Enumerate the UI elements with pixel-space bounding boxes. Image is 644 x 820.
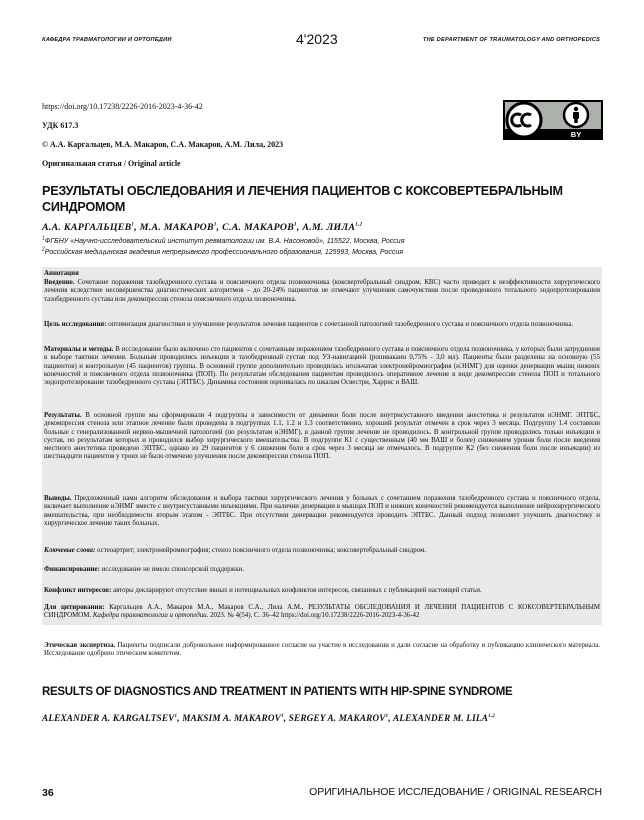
- title-ru-line-2: СИНДРОМОМ: [42, 200, 126, 214]
- author-affiliation-mark: 1: [131, 222, 135, 228]
- abstract-heading: Аннотация: [44, 270, 79, 277]
- cc-by-logo-icon: [503, 100, 603, 140]
- udk: УДК 617.3: [42, 121, 79, 130]
- author-affiliation-mark: 1: [385, 713, 389, 719]
- copyright: © А.А. Каргальцев, М.А. Макаров, С.А. Макаров, А.М. Лила, 2023: [42, 140, 284, 149]
- title-ru-line-1: РЕЗУЛЬТАТЫ ОБСЛЕДОВАНИЯ И ЛЕЧЕНИЯ ПАЦИЕНТОВ С КОКСОВЕРТЕБРАЛЬНЫМ: [42, 184, 563, 198]
- affiliation-2: [42, 246, 404, 256]
- ethics: Этическая экспертиза. Пациенты подписали добровольное информированное согласие на участие в исследовании и дали согласие на обработку и публикацию клинического материала. Исследование одобрено этическим комитетом.: [44, 642, 600, 658]
- author-affiliation-mark: 1: [281, 713, 284, 719]
- affiliation-text: ФГБНУ «Научно-исследовательский институт ревматологии им. В.А. Насоновой», 115522, Москва, Россия: [44, 238, 405, 245]
- authors-en: ALEXANDER A. KARGALTSEV$^1$, MAKSIM A. MAKAROV$^1$, SERGEY A. MAKAROV$^1$, ALEXANDER M. LILA$^{1,2}$: [42, 713, 495, 723]
- author-affiliation-mark: 1: [294, 222, 297, 228]
- abstract-conclusions: Выводы. Предложенный нами алгоритм обследования и выбора тактики хирургического лечения у больных с сочетанием поражения тазобедренного сустава и поясничного отдела, включает выполнение иЭНМГ вместе с внутрисуставными инъекциями. При наличии денервации в мышцах ПОП и нижних конечностей рекомендуется выполнение нейрохирургического вмешательства, при необходимости вторым этапом - ЭПТБС. При отсутствии денервации рекомендуется проводить ЭПТБС. Данный подход позволяет улучшить диагностику и хирургическое лечение таких больных.: [44, 495, 600, 527]
- abstract-aim: Цель исследования: оптимизация диагностики и улучшение результатов лечения пациентов с сочетанной патологией тазобедренного сустава и поясничного отдела позвоночника.: [44, 321, 574, 328]
- header-right: THE DEPARTMENT OF TRAUMATOLOGY AND ORTHOPEDICS: [422, 37, 600, 43]
- article-title-ru: [42, 183, 602, 215]
- keywords: Ключевые слова: остеоартрит; электронейромиография; стеноз поясничного отдела позвоночника; коксовертебральный синдром.: [44, 547, 427, 554]
- authors-ru: А.А. КАРГАЛЬЦЕВ$^1$, М.А. МАКАРОВ$^1$, С.А. МАКАРОВ$^1$, А.М. ЛИЛА$^{1,2}$: [42, 222, 363, 233]
- doi-link[interactable]: https://doi.org/10.17238/2226-2016-2023-4-36-42: [42, 102, 203, 111]
- conflict-of-interest: Конфликт интересов: авторы декларируют отсутствие явных и потенциальных конфликтов интересов, связанных с публикацией настоящей статьи.: [44, 587, 482, 594]
- by-label: BY: [570, 130, 582, 139]
- footer-section: ОРИГИНАЛЬНОЕ ИССЛЕДОВАНИЕ / ORIGINAL RESEARCH: [309, 786, 602, 798]
- author-en: MAKSIM A. MAKAROV: [182, 713, 282, 723]
- abstract-methods: Материалы и методы. В исследование было включено сто пациентов с сочетанным поражением тазобедренного сустава и поясничного отдела позвоночника, у которых были затруднения в выборе тактики лечения. Больным проводились инъекции в тазобедренный сустав под УЗ-навигацией (ропивакаин 0,75% - 3,0 мл). Пациенты были разделены на основную (55 пациентов) и контрольную (45 пациентов) группы. В основной группе дополнительно проводилась игольчатая электронейромиография (иЭНМГ) для оценки денервации мышц нижних конечностей и поясничного отдела позвоночника (ПОП). По результатам обследования пациентам проводилось оперативное лечение в виде декомпрессии стеноза ПОП и тотального эндопротезирование тазобедренного сустава (ЭПТБС). Динамика состояния оценивалась по шкалам Освестри, Харрис и ВАШ.: [44, 346, 600, 386]
- header-left: КАФЕДРА ТРАВМАТОЛОГИИ И ОРТОПЕДИИ: [42, 37, 172, 43]
- author: С.А. МАКАРОВ: [222, 222, 295, 233]
- article-type: Оригинальная статья / Original article: [42, 159, 181, 168]
- abstract-introduction: Введение. Сочетание поражения тазобедренного сустава и поясничного отдела позвоночника (коксвертебральный синдром, КВС) часто приводит к неэффективности хирургического лечения вследствие несовершенства диагностических алгоритмов – до 20-24% пациентов не отмечают улучшения самочувствия после проведенного тотального эндопротезирования тазобедренного сустава или декомпрессии стеноза поясничного отдела позвоночника.: [44, 279, 600, 303]
- affiliation-mark: 2: [42, 246, 45, 253]
- affiliation-1: [42, 235, 405, 245]
- author-en: ALEXANDER A. KARGALTSEV: [42, 713, 175, 723]
- author: А.М. ЛИЛА: [302, 222, 356, 233]
- author: М.А. МАКАРОВ: [139, 222, 214, 233]
- affiliation-text: Российская медицинская академия непрерывного профессионального образования, 125993, Москва, Россия: [44, 249, 404, 256]
- author-en: SERGEY A. MAKAROV: [288, 713, 386, 723]
- citation: Для цитирования: Каргальцев А.А., Макаров М.А., Макаров С.А., Лила А.М., РЕЗУЛЬТАТЫ ОБСЛЕДОВАНИЯ И ЛЕЧЕНИЯ ПАЦИЕНТОВ С КОКСОВЕРТЕБРАЛЬНЫМ СИНДРОМОМ. Кафедра травматологии и ортопедии. 2023. № 4(54). С. 36–42 https://doi.org/10.17238/2226-2016-2023-4-36-42: [44, 604, 600, 620]
- author: А.А. КАРГАЛЬЦЕВ: [42, 222, 132, 233]
- author-affiliation-mark: 1,2: [488, 713, 495, 719]
- abstract-results: Результаты. В основной группе мы сформировали 4 подгруппы в зависимости от динамики боли после внутрисуставного введения анестетика и результатов иЭНМГ. ЭПТБС, декомпрессия стеноза или этапное лечение были проведены в подгруппах 1.1, 1.2 и 1.3 соответственно, хороший результат отмечен в срок через 3 месяца. Подгруппу 1.4 составили больные с генерализованной нервно-мышечной патологией (по результатам иЭНМГ), в данной группе лечение не проводилось. В контрольной группе проводились только инъекции в сустав, по результатам которых и проводился выбор хирургического вмешательства. В подгруппе К1 с существенным (40 мм ВАШ и более) снижением уровня боли после введения местного анестетика проведено ЭПТБС, однако из 29 пациентов у 6 снижения боли в срок через 3 месяца не отмечалось. В подгруппе К2 (без снижения боли после инъекции) из шестнадцати пациентов у троих не было отмечено улучшения после декомпрессии стеноза ПОП.: [44, 412, 600, 461]
- page-number: 36: [42, 787, 54, 799]
- affiliation-mark: 1: [42, 235, 45, 242]
- author-en: ALEXANDER M. LILA: [393, 713, 489, 723]
- author-affiliation-mark: 1: [174, 713, 178, 719]
- author-affiliation-mark: 1: [213, 222, 217, 228]
- issue-number: 4'2023: [296, 31, 338, 47]
- author-affiliation-mark: 1,2: [355, 222, 363, 228]
- cc-by-license-badge[interactable]: [503, 100, 603, 140]
- funding: Финансирование: исследование не имело спонсорской поддержки.: [44, 566, 245, 573]
- article-title-en: RESULTS OF DIAGNOSTICS AND TREATMENT IN PATIENTS WITH HIP-SPINE SYNDROME: [42, 686, 513, 698]
